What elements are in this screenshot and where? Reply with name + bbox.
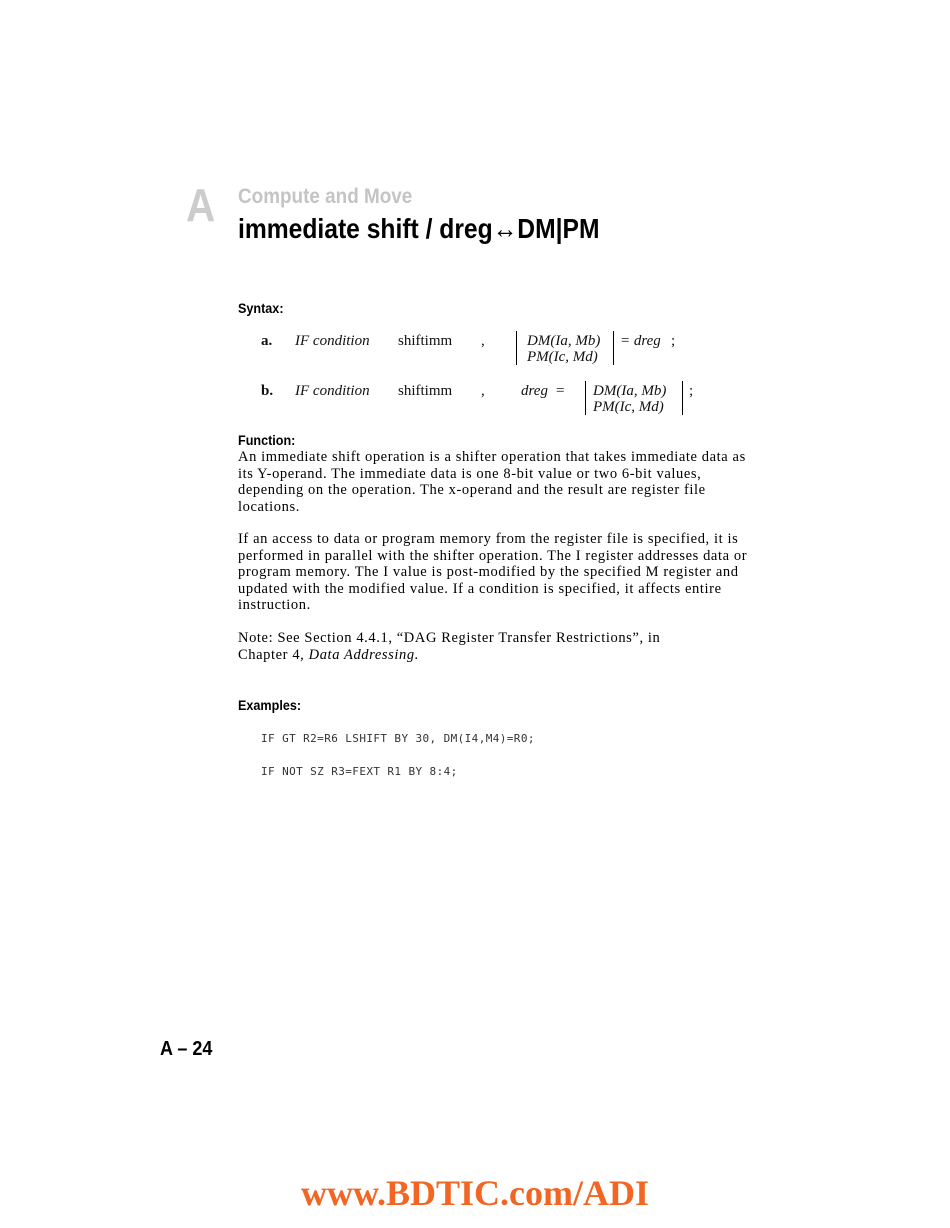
syntax-a-condition: IF condition [295,333,370,349]
syntax-b-comma: , [481,383,485,399]
syntax-b-dreg: dreg [521,383,548,399]
page-title: immediate shift / dreg↔DM|PM [238,213,600,244]
function-note [238,630,698,663]
syntax-b-right-bar [682,381,683,415]
watermark-link[interactable]: www.BDTIC.com/ADI [300,1173,649,1213]
syntax-b-mem-bottom: PM(Ic, Md) [593,399,664,415]
syntax-b-marker: b. [261,383,274,399]
syntax-a-right-bar [613,331,614,365]
syntax-b-semicolon: ; [689,383,694,399]
syntax-a-assign: = dreg [620,333,661,349]
function-para1-text: An immediate shift operation is a shifter operation that takes immediate data as its Y-operand. The immediate data is one 8-bit value or two 6-bit values, depending on the operation. The x-operand and the result are register file locations. [238,449,746,515]
example-line-2: IF NOT SZ R3=FEXT R1 BY 8:4; [261,765,458,778]
note-chapter-title: Data Addressing. [308,646,419,663]
syntax-a-semicolon: ; [671,333,676,349]
syntax-b-condition: IF condition [295,383,370,399]
syntax-b-op: shiftimm [398,383,453,399]
syntax-b-equals: = [556,383,565,399]
syntax-label: Syntax: [238,300,284,316]
function-label: Function: [238,432,296,448]
syntax-a-mem-top: DM(Ia, Mb) [527,333,601,349]
function-para2-text: If an access to data or program memory from the register file is specified, it is performed in parallel with the shifter operation. The I register addresses data or program memory. The I value is post-modified by the specified M register and updated with the modified value. If a condition is specified, it affects entire instruction. [238,531,748,613]
page-number: A – 24 [160,1038,213,1060]
syntax-a-op: shiftimm [398,333,453,349]
function-paragraph-2 [238,531,758,614]
syntax-a-comma: , [481,333,485,349]
syntax-a-marker: a. [261,333,273,349]
syntax-b-left-bar [585,381,586,415]
section-heading: Compute and Move [238,185,413,208]
syntax-a-mem-bottom: PM(Ic, Md) [527,349,598,365]
syntax-a-left-bar [516,331,517,365]
syntax-b-mem-top: DM(Ia, Mb) [593,383,667,399]
examples-label: Examples: [238,697,302,713]
function-paragraph-1 [238,449,758,515]
note-prefix: Note: See Section 4.4.1, “DAG Register Transfer Restrictions”, in Chapter 4, [238,630,661,663]
example-line-1: IF GT R2=R6 LSHIFT BY 30, DM(I4,M4)=R0; [261,732,535,745]
chapter-letter: A [186,179,216,231]
